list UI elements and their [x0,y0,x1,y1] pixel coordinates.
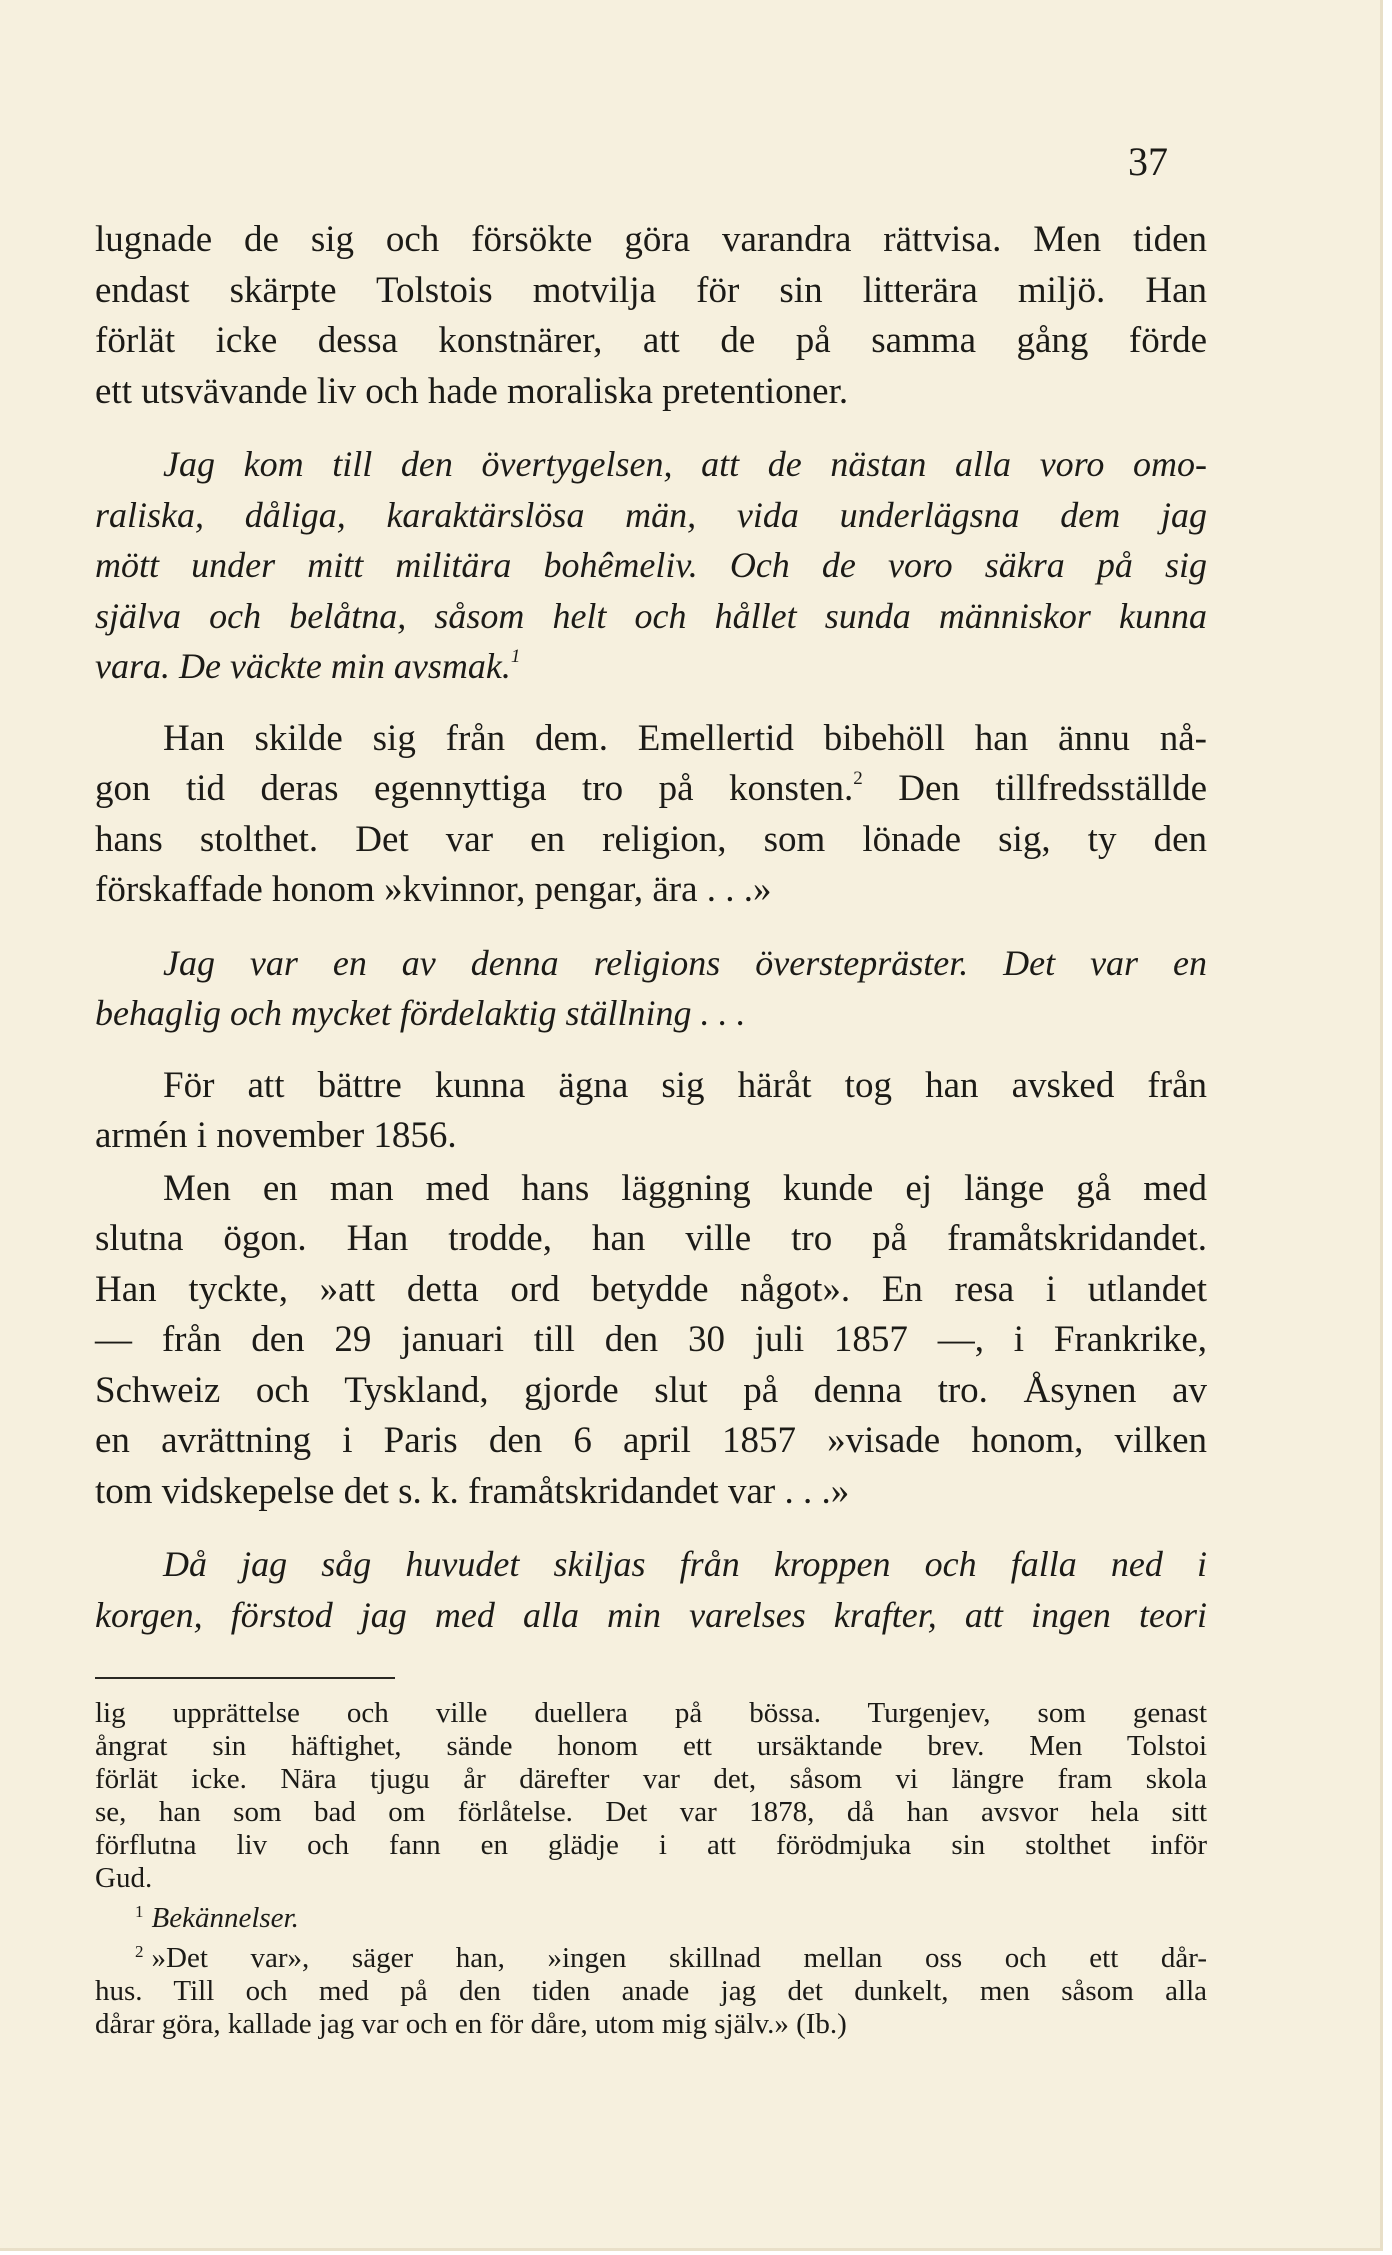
main-text [95,215,1207,1662]
footnote-ref-1: 1 [510,646,521,667]
quote-line: själva och belåtna, såsom helt och hållet sunda människor kunna [95,595,1207,636]
quote-line: Då jag såg huvudet skiljas från kroppen och falla ned i [163,1544,1207,1584]
quote-line: mött under mitt militära bohêmeliv. Och de voro säkra på sig [95,545,1207,585]
text-segment: Den tillfredsställde [862,768,1207,809]
footnote-divider [95,1677,395,1679]
text-line: hans stolthet. Det var en religion, som lönade sig, ty den [95,818,1207,860]
footnote-ref-2: 2 [853,768,863,789]
text-line: förlät icke dessa konstnärer, att de på samma gång förde [95,320,1207,361]
footnote-number: 2 [135,1942,144,1961]
footnote-2 [95,1935,1207,1975]
text-line: Han skilde sig från dem. Emellertid bibehöll han ännu nå- [163,717,1207,759]
footnote-1 [95,1895,1207,1935]
paragraph-3 [95,1061,1207,1162]
footnote-number: 1 [135,1902,144,1921]
text-line: armén i november 1856. [95,1115,457,1156]
text-line: Schweiz och Tyskland, gjorde slut på denna tro. Åsynen av [95,1369,1207,1411]
text-line: ett utsvävande liv och hade moraliska pretentioner. [95,370,849,412]
text-line [95,764,1207,815]
footnote-line: ångrat sin häftighet, sände honom ett ursäktande brev. Men Tolstoi [95,1730,1207,1762]
footnote-line: se, han som bad om förlåtelse. Det var 1878, då han avsvor hela sitt [95,1796,1207,1828]
text-line: — från den 29 januari till den 30 juli 1857 —, i Frankrike, [95,1319,1207,1360]
text-line: lugnade de sig och försökte göra varandra rättvisa. Men tiden [95,219,1207,260]
paragraph-1 [95,215,1207,417]
footnote-line: hus. Till och med på den tiden anade jag det dunkelt, men såsom alla [95,1975,1207,2007]
text-line: slutna ögon. Han trodde, han ville tro på framåtskridandet. [95,1218,1207,1259]
text-line: endast skärpte Tolstois motvilja för sin litterära miljö. Han [95,269,1207,311]
text-line: en avrättning i Paris den 6 april 1857 »visade honom, vilken [95,1420,1207,1461]
quote-line: korgen, förstod jag med alla min varelses krafter, att ingen teori [95,1594,1207,1635]
footnote-line: förlät icke. Nära tjugu år därefter var det, såsom vi längre fram skola [95,1763,1207,1795]
quote-3 [95,1539,1207,1640]
footnotes [95,1697,1207,2041]
text-segment: gon tid deras egennyttiga tro på konsten. [95,768,854,809]
paragraph-4 [95,1164,1207,1518]
text-line: tom vidskepelse det s. k. framåtskridandet var . . .» [95,1470,850,1512]
footnote-line: förflutna liv och fann en glädje i att förödmjuka sin stolthet inför [95,1829,1207,1861]
footnote-line: lig upprättelse och ville duellera på bössa. Turgenjev, som genast [95,1697,1207,1729]
footnote-line: dårar göra, kallade jag var och en för dåre, utom mig själv.» (Ib.) [95,2008,847,2040]
quote-line [95,641,1207,692]
text-line: förskaffade honom »kvinnor, pengar, ära . . .» [95,869,772,910]
footnote-text: »Det var», säger han, »ingen skillnad mellan oss och ett dår- [151,1942,1207,1974]
footnote-text: Bekännelser. [151,1902,299,1934]
page-number: 37 [1128,139,1168,184]
quote-text: vara. De väckte min avsmak. [95,646,511,686]
text-line: För att bättre kunna ägna sig häråt tog han avsked från [163,1064,1207,1106]
quote-2 [95,938,1207,1039]
paragraph-2 [95,714,1207,916]
quote-1 [95,439,1207,692]
text-line: Men en man med hans läggning kunde ej länge gå med [163,1167,1207,1209]
text-line: Han tyckte, »att detta ord betydde något». En resa i utlandet [95,1268,1207,1310]
quote-line: raliska, dåliga, karaktärslösa män, vida underlägsna dem jag [95,494,1207,535]
quote-line: Jag var en av denna religions överstepräster. Det var en [163,942,1207,983]
footnote-line: Gud. [95,1862,153,1894]
quote-line: behaglig och mycket fördelaktig ställning . . . [95,993,746,1033]
quote-line: Jag kom till den övertygelsen, att de nästan alla voro omo- [163,444,1207,484]
